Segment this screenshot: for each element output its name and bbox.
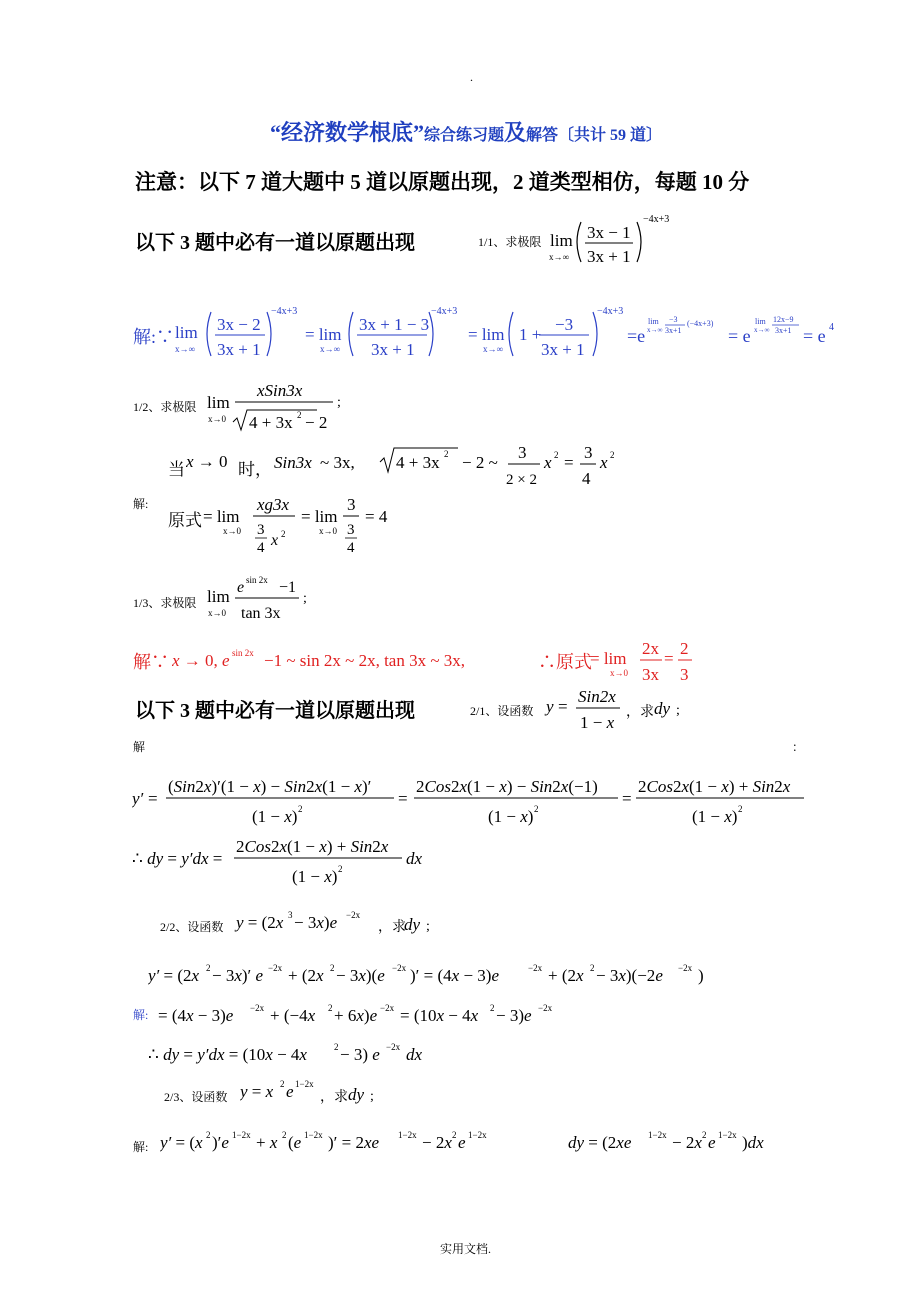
svg-text:3x + 1: 3x + 1 bbox=[541, 340, 585, 359]
svg-text:;: ; bbox=[337, 395, 341, 410]
svg-text:2: 2 bbox=[298, 804, 303, 814]
p21-solve-label: 解 bbox=[133, 740, 146, 754]
svg-text:2: 2 bbox=[534, 804, 539, 814]
p23-formula bbox=[240, 1075, 330, 1105]
svg-text:3: 3 bbox=[257, 522, 265, 538]
svg-text:x→∞: x→∞ bbox=[549, 252, 569, 262]
svg-text:3x+1: 3x+1 bbox=[775, 326, 792, 335]
svg-text:− 2 ~: − 2 ~ bbox=[462, 453, 498, 472]
p22-formula bbox=[234, 904, 384, 936]
p22-label: 2/2、设函数 bbox=[160, 920, 224, 934]
p13-solution-prefix: 解∵ bbox=[133, 652, 169, 672]
svg-text:x→0: x→0 bbox=[223, 526, 241, 536]
svg-text:x→0: x→0 bbox=[610, 668, 628, 678]
svg-text:3x − 2: 3x − 2 bbox=[217, 315, 261, 334]
svg-text:−1: −1 bbox=[279, 579, 297, 596]
svg-text:3x + 1: 3x + 1 bbox=[217, 340, 261, 359]
svg-text:4: 4 bbox=[582, 469, 591, 488]
svg-text:2Cos2x(1 − x) + Sin2x: 2Cos2x(1 − x) + Sin2x bbox=[638, 777, 791, 796]
svg-text:3x: 3x bbox=[642, 665, 659, 684]
svg-text:3: 3 bbox=[518, 443, 527, 462]
svg-text:3: 3 bbox=[288, 910, 293, 920]
svg-text:+ 6x)e: + 6x)e bbox=[334, 1006, 378, 1025]
header-dot: . bbox=[470, 70, 473, 84]
title-mid: 综合练习题 bbox=[424, 127, 505, 144]
svg-text:2Cos2x(1 − x) + Sin2x: 2Cos2x(1 − x) + Sin2x bbox=[236, 837, 389, 856]
svg-text:dy: dy bbox=[404, 915, 421, 934]
svg-text:∴ dy = y′dx =: ∴ dy = y′dx = bbox=[132, 849, 223, 868]
svg-text:2: 2 bbox=[282, 1130, 287, 1140]
svg-text:−2x: −2x bbox=[386, 1042, 401, 1052]
svg-text:x→0: x→0 bbox=[208, 414, 226, 424]
svg-text:3x + 1 − 3: 3x + 1 − 3 bbox=[359, 315, 430, 334]
svg-text:2: 2 bbox=[330, 963, 335, 973]
svg-text:x: x bbox=[271, 532, 279, 549]
svg-text:1−2x: 1−2x bbox=[718, 1130, 737, 1140]
footer-text: 实用文档. bbox=[440, 1242, 492, 1256]
document-title bbox=[270, 116, 662, 147]
svg-text:2: 2 bbox=[554, 450, 559, 460]
p21-ask: ，求 bbox=[626, 705, 654, 720]
svg-text:2Cos2x(1 − x) − Sin2x(−1): 2Cos2x(1 − x) − Sin2x(−1) bbox=[416, 777, 598, 796]
svg-text:y = (2x: y = (2x bbox=[236, 913, 284, 932]
svg-text:4: 4 bbox=[257, 540, 265, 556]
svg-text:− 2x: − 2x bbox=[672, 1133, 702, 1152]
svg-text:(1 − x): (1 − x) bbox=[692, 807, 738, 826]
p22-solve-label: 解: bbox=[133, 1008, 149, 1022]
svg-text:=: = bbox=[558, 697, 568, 716]
p12-equivalence-formula bbox=[272, 440, 632, 496]
svg-text:−2x: −2x bbox=[538, 1003, 553, 1013]
p21-dy-formula bbox=[132, 832, 452, 894]
p13-result-formula bbox=[590, 632, 700, 688]
svg-text:lim: lim bbox=[207, 393, 230, 412]
svg-text:2: 2 bbox=[297, 410, 302, 420]
p21-dy bbox=[654, 694, 694, 722]
svg-text:dx: dx bbox=[406, 1045, 423, 1064]
svg-text:− 2x: − 2x bbox=[422, 1133, 452, 1152]
p11-solution-formula bbox=[175, 300, 845, 365]
title-main: “经济数学根底” bbox=[270, 120, 425, 145]
p12-formula bbox=[205, 380, 355, 435]
svg-text:2: 2 bbox=[490, 1003, 495, 1013]
svg-text:1−2x: 1−2x bbox=[648, 1130, 667, 1140]
svg-text:1−2x: 1−2x bbox=[232, 1130, 251, 1140]
svg-text:−4x+3: −4x+3 bbox=[597, 306, 624, 317]
title-tail: 解答〔共计 59 道〕 bbox=[526, 127, 663, 144]
svg-text:): ) bbox=[698, 966, 704, 985]
svg-text:−3: −3 bbox=[669, 315, 678, 324]
svg-text:−1 ~ sin 2x ~ 2x, tan 3x ~ 3x,: −1 ~ sin 2x ~ 2x, tan 3x ~ 3x, bbox=[264, 651, 466, 670]
svg-text:2x: 2x bbox=[642, 639, 659, 658]
svg-text:= lim: = lim bbox=[468, 325, 505, 344]
svg-text:−4x+3: −4x+3 bbox=[643, 214, 670, 225]
p12-solve-label: 解: bbox=[133, 497, 149, 511]
p12-result-formula bbox=[203, 490, 403, 565]
svg-text:2: 2 bbox=[338, 864, 343, 874]
svg-text:− 3) e: − 3) e bbox=[340, 1045, 380, 1064]
svg-text:1−2x: 1−2x bbox=[468, 1130, 487, 1140]
svg-text:;: ; bbox=[676, 703, 680, 718]
svg-text:x: x bbox=[544, 453, 552, 472]
svg-text:1 +: 1 + bbox=[519, 325, 542, 344]
svg-text:= lim: = lim bbox=[203, 507, 240, 526]
svg-text:x→∞: x→∞ bbox=[483, 344, 503, 354]
svg-text:;: ; bbox=[370, 1089, 374, 1104]
svg-text:=: = bbox=[564, 453, 574, 472]
svg-text:3: 3 bbox=[584, 443, 593, 462]
svg-text:)′e: )′e bbox=[212, 1133, 229, 1152]
p21-derivative-formula bbox=[132, 764, 812, 834]
svg-text:1 − x: 1 − x bbox=[580, 713, 615, 732]
svg-text:1−2x: 1−2x bbox=[295, 1079, 314, 1089]
svg-text:= e: = e bbox=[803, 326, 826, 346]
svg-text:(1 − x): (1 − x) bbox=[252, 807, 298, 826]
svg-text:−2x: −2x bbox=[268, 963, 283, 973]
svg-text:dx: dx bbox=[406, 849, 423, 868]
svg-text:)dx: )dx bbox=[742, 1133, 764, 1152]
svg-text:2: 2 bbox=[590, 963, 595, 973]
svg-text:xg3x: xg3x bbox=[257, 495, 290, 514]
svg-text:−2x: −2x bbox=[528, 963, 543, 973]
svg-text:lim: lim bbox=[550, 231, 573, 250]
p23-derivative-formula bbox=[160, 1124, 520, 1158]
svg-text:2: 2 bbox=[334, 1042, 339, 1052]
p22-derivative-line1 bbox=[148, 955, 718, 991]
svg-text:2: 2 bbox=[610, 450, 615, 460]
p23-label: 2/3、设函数 bbox=[164, 1090, 228, 1104]
svg-text:(e: (e bbox=[288, 1133, 302, 1152]
p22-dy-formula bbox=[148, 1036, 448, 1072]
svg-text:sin 2x: sin 2x bbox=[232, 648, 254, 658]
p12-orig: 原式 bbox=[168, 511, 202, 530]
title-and: 及 bbox=[504, 120, 527, 145]
svg-text:−4x+3: −4x+3 bbox=[271, 306, 298, 317]
svg-text:x → 0: x → 0 bbox=[186, 452, 228, 471]
p13-label: 1/3、求极限 bbox=[133, 596, 197, 610]
svg-text:dy = (2xe: dy = (2xe bbox=[568, 1133, 632, 1152]
svg-text:= 4: = 4 bbox=[365, 507, 388, 526]
svg-text:3: 3 bbox=[347, 495, 356, 514]
svg-text:2: 2 bbox=[206, 1130, 211, 1140]
svg-text:x: x bbox=[600, 453, 608, 472]
svg-text:= (10x − 4x: = (10x − 4x bbox=[400, 1006, 479, 1025]
svg-text:− 3x)(−2e: − 3x)(−2e bbox=[596, 966, 663, 985]
svg-text:(−4x+3): (−4x+3) bbox=[687, 319, 714, 328]
svg-text:2: 2 bbox=[452, 1130, 457, 1140]
svg-text:3: 3 bbox=[347, 522, 355, 538]
svg-text:=: = bbox=[664, 649, 674, 668]
svg-text:−2x: −2x bbox=[346, 910, 361, 920]
svg-text:−3: −3 bbox=[555, 315, 574, 334]
svg-text:3x − 1: 3x − 1 bbox=[587, 223, 631, 242]
svg-text:2: 2 bbox=[206, 963, 211, 973]
p23-ask: ，求 bbox=[320, 1090, 348, 1105]
svg-text:2: 2 bbox=[281, 529, 286, 539]
svg-text:2: 2 bbox=[280, 1079, 285, 1089]
svg-text:4: 4 bbox=[829, 322, 834, 333]
p22-ask: ，求 bbox=[378, 920, 406, 935]
p23-dy-formula bbox=[568, 1124, 778, 1158]
p23-solve-label: 解: bbox=[133, 1140, 149, 1154]
svg-text:−2x: −2x bbox=[678, 963, 693, 973]
svg-text:dy: dy bbox=[654, 699, 671, 718]
svg-text:−4x+3: −4x+3 bbox=[431, 306, 458, 317]
svg-text:∴ dy = y′dx = (10x − 4x: ∴ dy = y′dx = (10x − 4x bbox=[148, 1045, 307, 1064]
svg-text:=: = bbox=[622, 789, 632, 808]
p12-when: 当 bbox=[168, 460, 185, 479]
svg-text:y = x: y = x bbox=[240, 1082, 274, 1101]
svg-text:3: 3 bbox=[680, 665, 689, 684]
svg-text:= lim: = lim bbox=[301, 507, 338, 526]
svg-text:x→∞: x→∞ bbox=[754, 326, 770, 334]
notice-text: 注意：以下 7 道大题中 5 道以原题出现，2 道类型相仿，每题 10 分 bbox=[135, 170, 750, 194]
svg-text:2: 2 bbox=[680, 639, 689, 658]
svg-text:lim: lim bbox=[175, 323, 198, 342]
svg-text:e: e bbox=[708, 1133, 716, 1152]
svg-text:Sin3x: Sin3x bbox=[274, 453, 312, 472]
svg-text:− 3x)(e: − 3x)(e bbox=[336, 966, 385, 985]
svg-text:;: ; bbox=[303, 591, 307, 606]
svg-text:e: e bbox=[458, 1133, 466, 1152]
p11-formula bbox=[545, 210, 685, 270]
svg-text:x→∞: x→∞ bbox=[175, 344, 195, 354]
svg-text:~ 3x,: ~ 3x, bbox=[320, 453, 355, 472]
svg-text:y′ = (2x: y′ = (2x bbox=[148, 966, 200, 985]
svg-text:lim: lim bbox=[648, 317, 659, 326]
svg-text:2: 2 bbox=[738, 804, 743, 814]
svg-text:4 + 3x: 4 + 3x bbox=[249, 413, 293, 432]
svg-text:2: 2 bbox=[702, 1130, 707, 1140]
svg-text:x→0: x→0 bbox=[319, 526, 337, 536]
svg-text:1−2x: 1−2x bbox=[304, 1130, 323, 1140]
svg-text:−2x: −2x bbox=[392, 963, 407, 973]
svg-text:+ x: + x bbox=[256, 1133, 278, 1152]
svg-text:tan 3x: tan 3x bbox=[241, 605, 281, 622]
svg-text:lim: lim bbox=[207, 587, 230, 606]
svg-text:x→0: x→0 bbox=[208, 608, 226, 618]
svg-text:e: e bbox=[237, 579, 245, 596]
svg-text:)′ = 2xe: )′ = 2xe bbox=[328, 1133, 380, 1152]
p21-formula bbox=[544, 682, 624, 734]
svg-text:y′: y′ bbox=[132, 789, 144, 808]
svg-text:y′ = (x: y′ = (x bbox=[160, 1133, 203, 1152]
p12-when-tail: 时， bbox=[238, 460, 272, 479]
svg-text:x → 0, e: x → 0, e bbox=[172, 651, 230, 670]
p22-derivative-line2 bbox=[158, 995, 578, 1031]
p21-label: 2/1、设函数 bbox=[470, 704, 534, 718]
svg-text:− 3x)e: − 3x)e bbox=[294, 913, 338, 932]
svg-text:+ (2x: + (2x bbox=[548, 966, 584, 985]
section1-heading: 以下 3 题中必有一道以原题出现 bbox=[135, 232, 415, 254]
svg-text:(Sin2x)′(1 − x) − Sin2x(1 − x): (Sin2x)′(1 − x) − Sin2x(1 − x)′ bbox=[168, 777, 372, 796]
svg-text:lim: lim bbox=[755, 317, 766, 326]
svg-text:x→∞: x→∞ bbox=[647, 326, 663, 334]
p22-dy bbox=[404, 910, 444, 938]
svg-text:Sin2x: Sin2x bbox=[578, 687, 616, 706]
p12-label: 1/2、求极限 bbox=[133, 400, 197, 414]
svg-text:4 + 3x: 4 + 3x bbox=[396, 453, 440, 472]
svg-text:3x+1: 3x+1 bbox=[665, 326, 682, 335]
svg-text:4: 4 bbox=[347, 540, 355, 556]
svg-text:xSin3x: xSin3x bbox=[257, 381, 303, 400]
svg-text:3x + 1: 3x + 1 bbox=[371, 340, 415, 359]
svg-text:(1 − x): (1 − x) bbox=[488, 807, 534, 826]
svg-text:2 × 2: 2 × 2 bbox=[506, 472, 537, 488]
svg-text:x→∞: x→∞ bbox=[320, 344, 340, 354]
svg-text:= e: = e bbox=[728, 326, 751, 346]
p11-label: 1/1、求极限 bbox=[478, 235, 542, 249]
p13-solution-formula bbox=[172, 640, 492, 676]
p21-colon: ： bbox=[792, 740, 805, 754]
svg-text:−2x: −2x bbox=[380, 1003, 395, 1013]
svg-text:3x + 1: 3x + 1 bbox=[587, 247, 631, 266]
svg-text:e: e bbox=[286, 1082, 294, 1101]
svg-text:− 2: − 2 bbox=[305, 413, 328, 432]
svg-text:= lim: = lim bbox=[305, 325, 342, 344]
svg-text:= lim: = lim bbox=[590, 649, 627, 668]
svg-text:;: ; bbox=[426, 919, 430, 934]
svg-text:(1 − x): (1 − x) bbox=[292, 867, 338, 886]
svg-text:−2x: −2x bbox=[250, 1003, 265, 1013]
svg-text:= (4x − 3)e: = (4x − 3)e bbox=[158, 1006, 234, 1025]
svg-text:+ (−4x: + (−4x bbox=[270, 1006, 316, 1025]
svg-text:)′ = (4x − 3)e: )′ = (4x − 3)e bbox=[410, 966, 499, 985]
svg-text:=: = bbox=[398, 789, 408, 808]
p23-dy bbox=[348, 1080, 388, 1108]
section2-heading: 以下 3 题中必有一道以原题出现 bbox=[135, 700, 415, 722]
svg-text:+ (2x: + (2x bbox=[288, 966, 324, 985]
svg-text:y: y bbox=[546, 697, 554, 716]
svg-text:sin 2x: sin 2x bbox=[246, 575, 268, 585]
p11-solution-prefix: 解:∵ bbox=[133, 327, 175, 347]
svg-text:2: 2 bbox=[444, 449, 449, 459]
svg-text:2: 2 bbox=[328, 1003, 333, 1013]
svg-text:12x−9: 12x−9 bbox=[773, 315, 794, 324]
svg-text:=e: =e bbox=[627, 326, 646, 346]
p13-therefore-orig: ∴原式 bbox=[538, 652, 592, 672]
svg-text:dy: dy bbox=[348, 1085, 365, 1104]
p13-formula bbox=[205, 572, 325, 628]
svg-text:− 3)e: − 3)e bbox=[496, 1006, 532, 1025]
svg-text:1−2x: 1−2x bbox=[398, 1130, 417, 1140]
svg-text:=: = bbox=[148, 789, 158, 808]
svg-text:− 3x)′ e: − 3x)′ e bbox=[212, 966, 264, 985]
